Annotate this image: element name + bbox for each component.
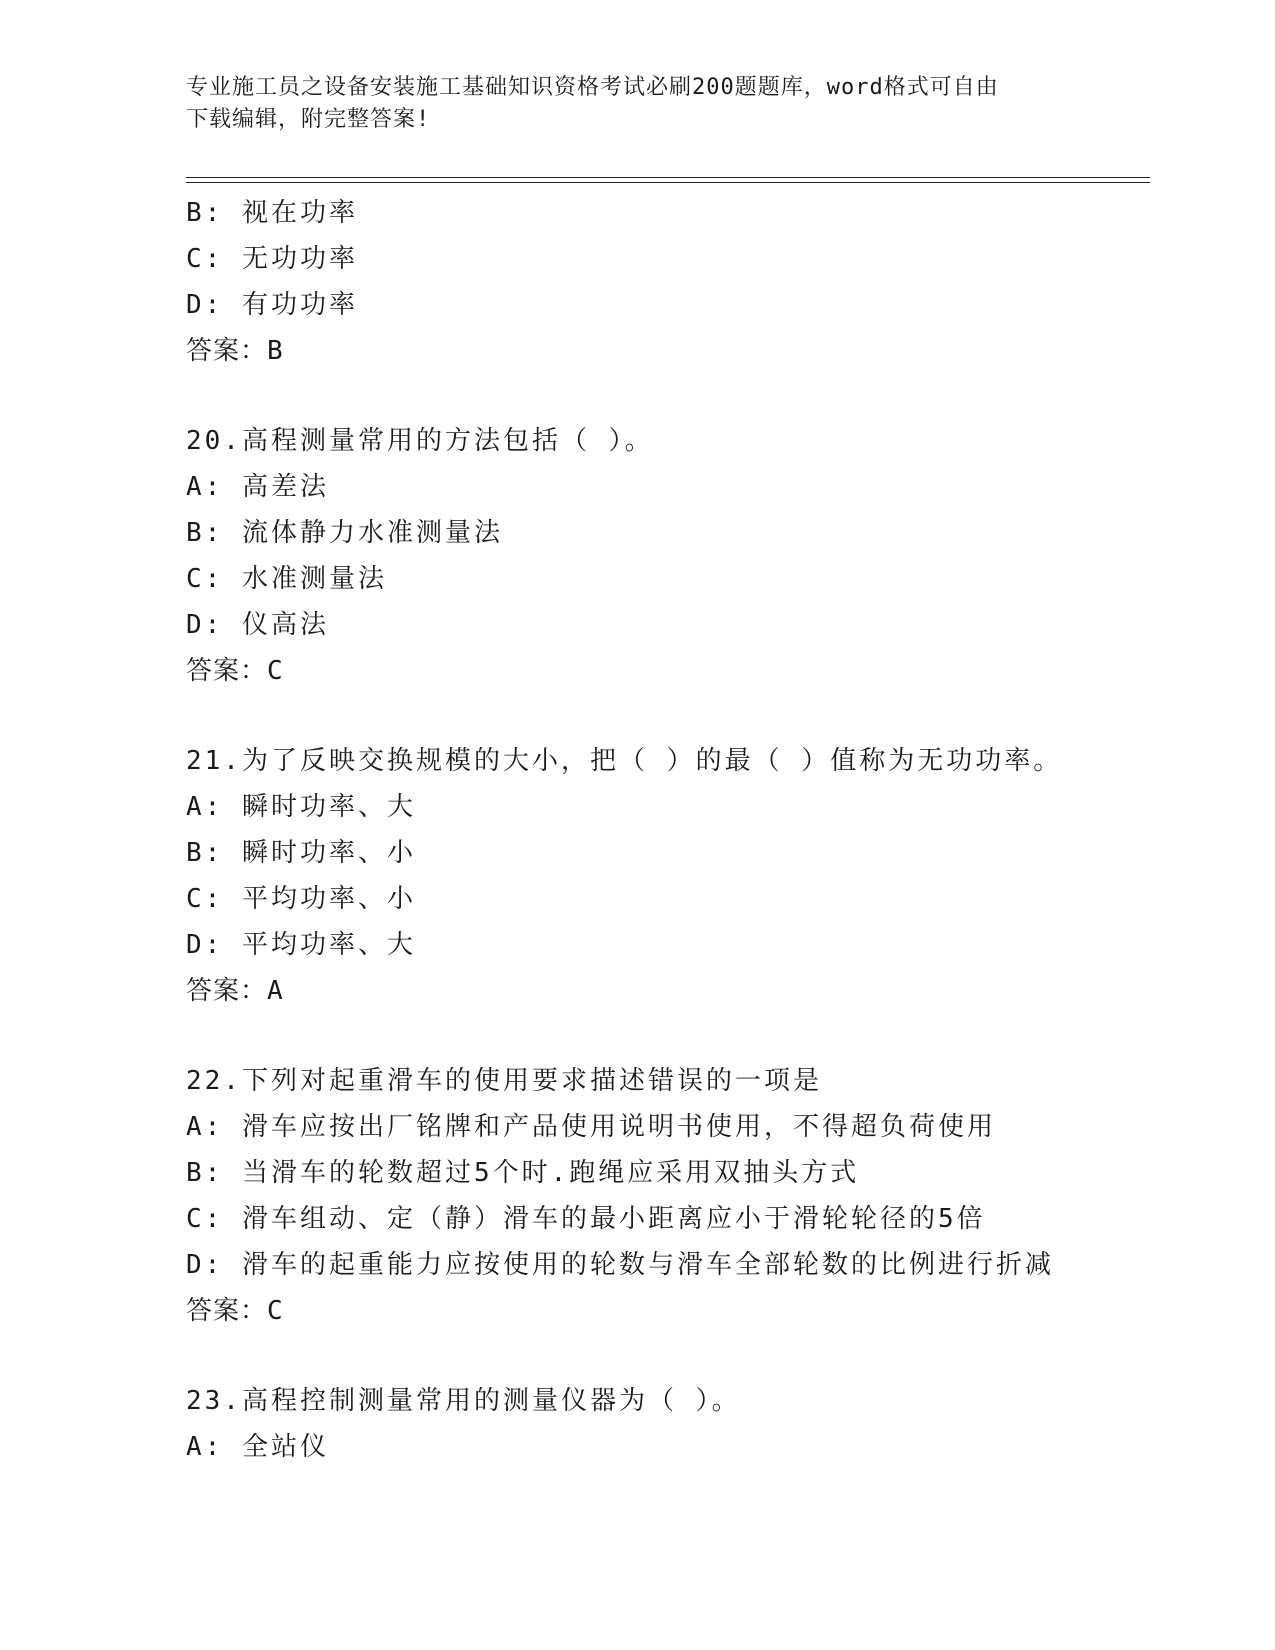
- option-d: D: 平均功率、大: [186, 930, 416, 960]
- option-b: B: 当滑车的轮数超过5个时.跑绳应采用双抽头方式: [186, 1158, 860, 1188]
- answer-line: 答案：C: [186, 1296, 284, 1326]
- option-b: B: 瞬时功率、小: [186, 838, 416, 868]
- option-a: A: 高差法: [186, 472, 329, 502]
- question-stem: 23.高程控制测量常用的测量仪器为（ ）。: [186, 1386, 741, 1416]
- option-a: A: 滑车应按出厂铭牌和产品使用说明书使用，不得超负荷使用: [186, 1112, 996, 1142]
- answer-line: 答案：A: [186, 976, 284, 1006]
- question-list: [186, 190, 1146, 1470]
- header-line-1: 专业施工员之设备安装施工基础知识资格考试必刷200题题库，word格式可自由: [186, 75, 999, 100]
- option-c: C: 滑车组动、定（静）滑车的最小距离应小于滑轮轮径的5倍: [186, 1204, 986, 1234]
- question-19-continued: [186, 190, 1146, 374]
- option-a: A: 瞬时功率、大: [186, 792, 416, 822]
- header-line-2: 下载编辑，附完整答案!: [186, 107, 431, 132]
- question-20: [186, 418, 1146, 694]
- answer-line: 答案：C: [186, 656, 284, 686]
- option-c: C: 水准测量法: [186, 564, 387, 594]
- question-23: [186, 1378, 1146, 1470]
- question-21: [186, 738, 1146, 1014]
- question-stem: 22.下列对起重滑车的使用要求描述错误的一项是: [186, 1066, 822, 1096]
- option-d: D: 滑车的起重能力应按使用的轮数与滑车全部轮数的比例进行折减: [186, 1250, 1054, 1280]
- question-22: [186, 1058, 1146, 1334]
- answer-line: 答案：B: [186, 336, 284, 366]
- question-stem: 20.高程测量常用的方法包括（ ）。: [186, 426, 654, 456]
- page-header: [186, 72, 1066, 136]
- option-d: D: 有功功率: [186, 290, 358, 320]
- option-a: A: 全站仪: [186, 1432, 329, 1462]
- option-b: B: 视在功率: [186, 198, 358, 228]
- option-c: C: 平均功率、小: [186, 884, 416, 914]
- option-d: D: 仪高法: [186, 610, 329, 640]
- question-stem: 21.为了反映交换规模的大小，把（ ）的最（ ）值称为无功功率。: [186, 746, 1063, 776]
- option-c: C: 无功功率: [186, 244, 358, 274]
- option-b: B: 流体静力水准测量法: [186, 518, 503, 548]
- header-rule-bottom: [186, 182, 1150, 183]
- header-rule-top: [186, 177, 1150, 178]
